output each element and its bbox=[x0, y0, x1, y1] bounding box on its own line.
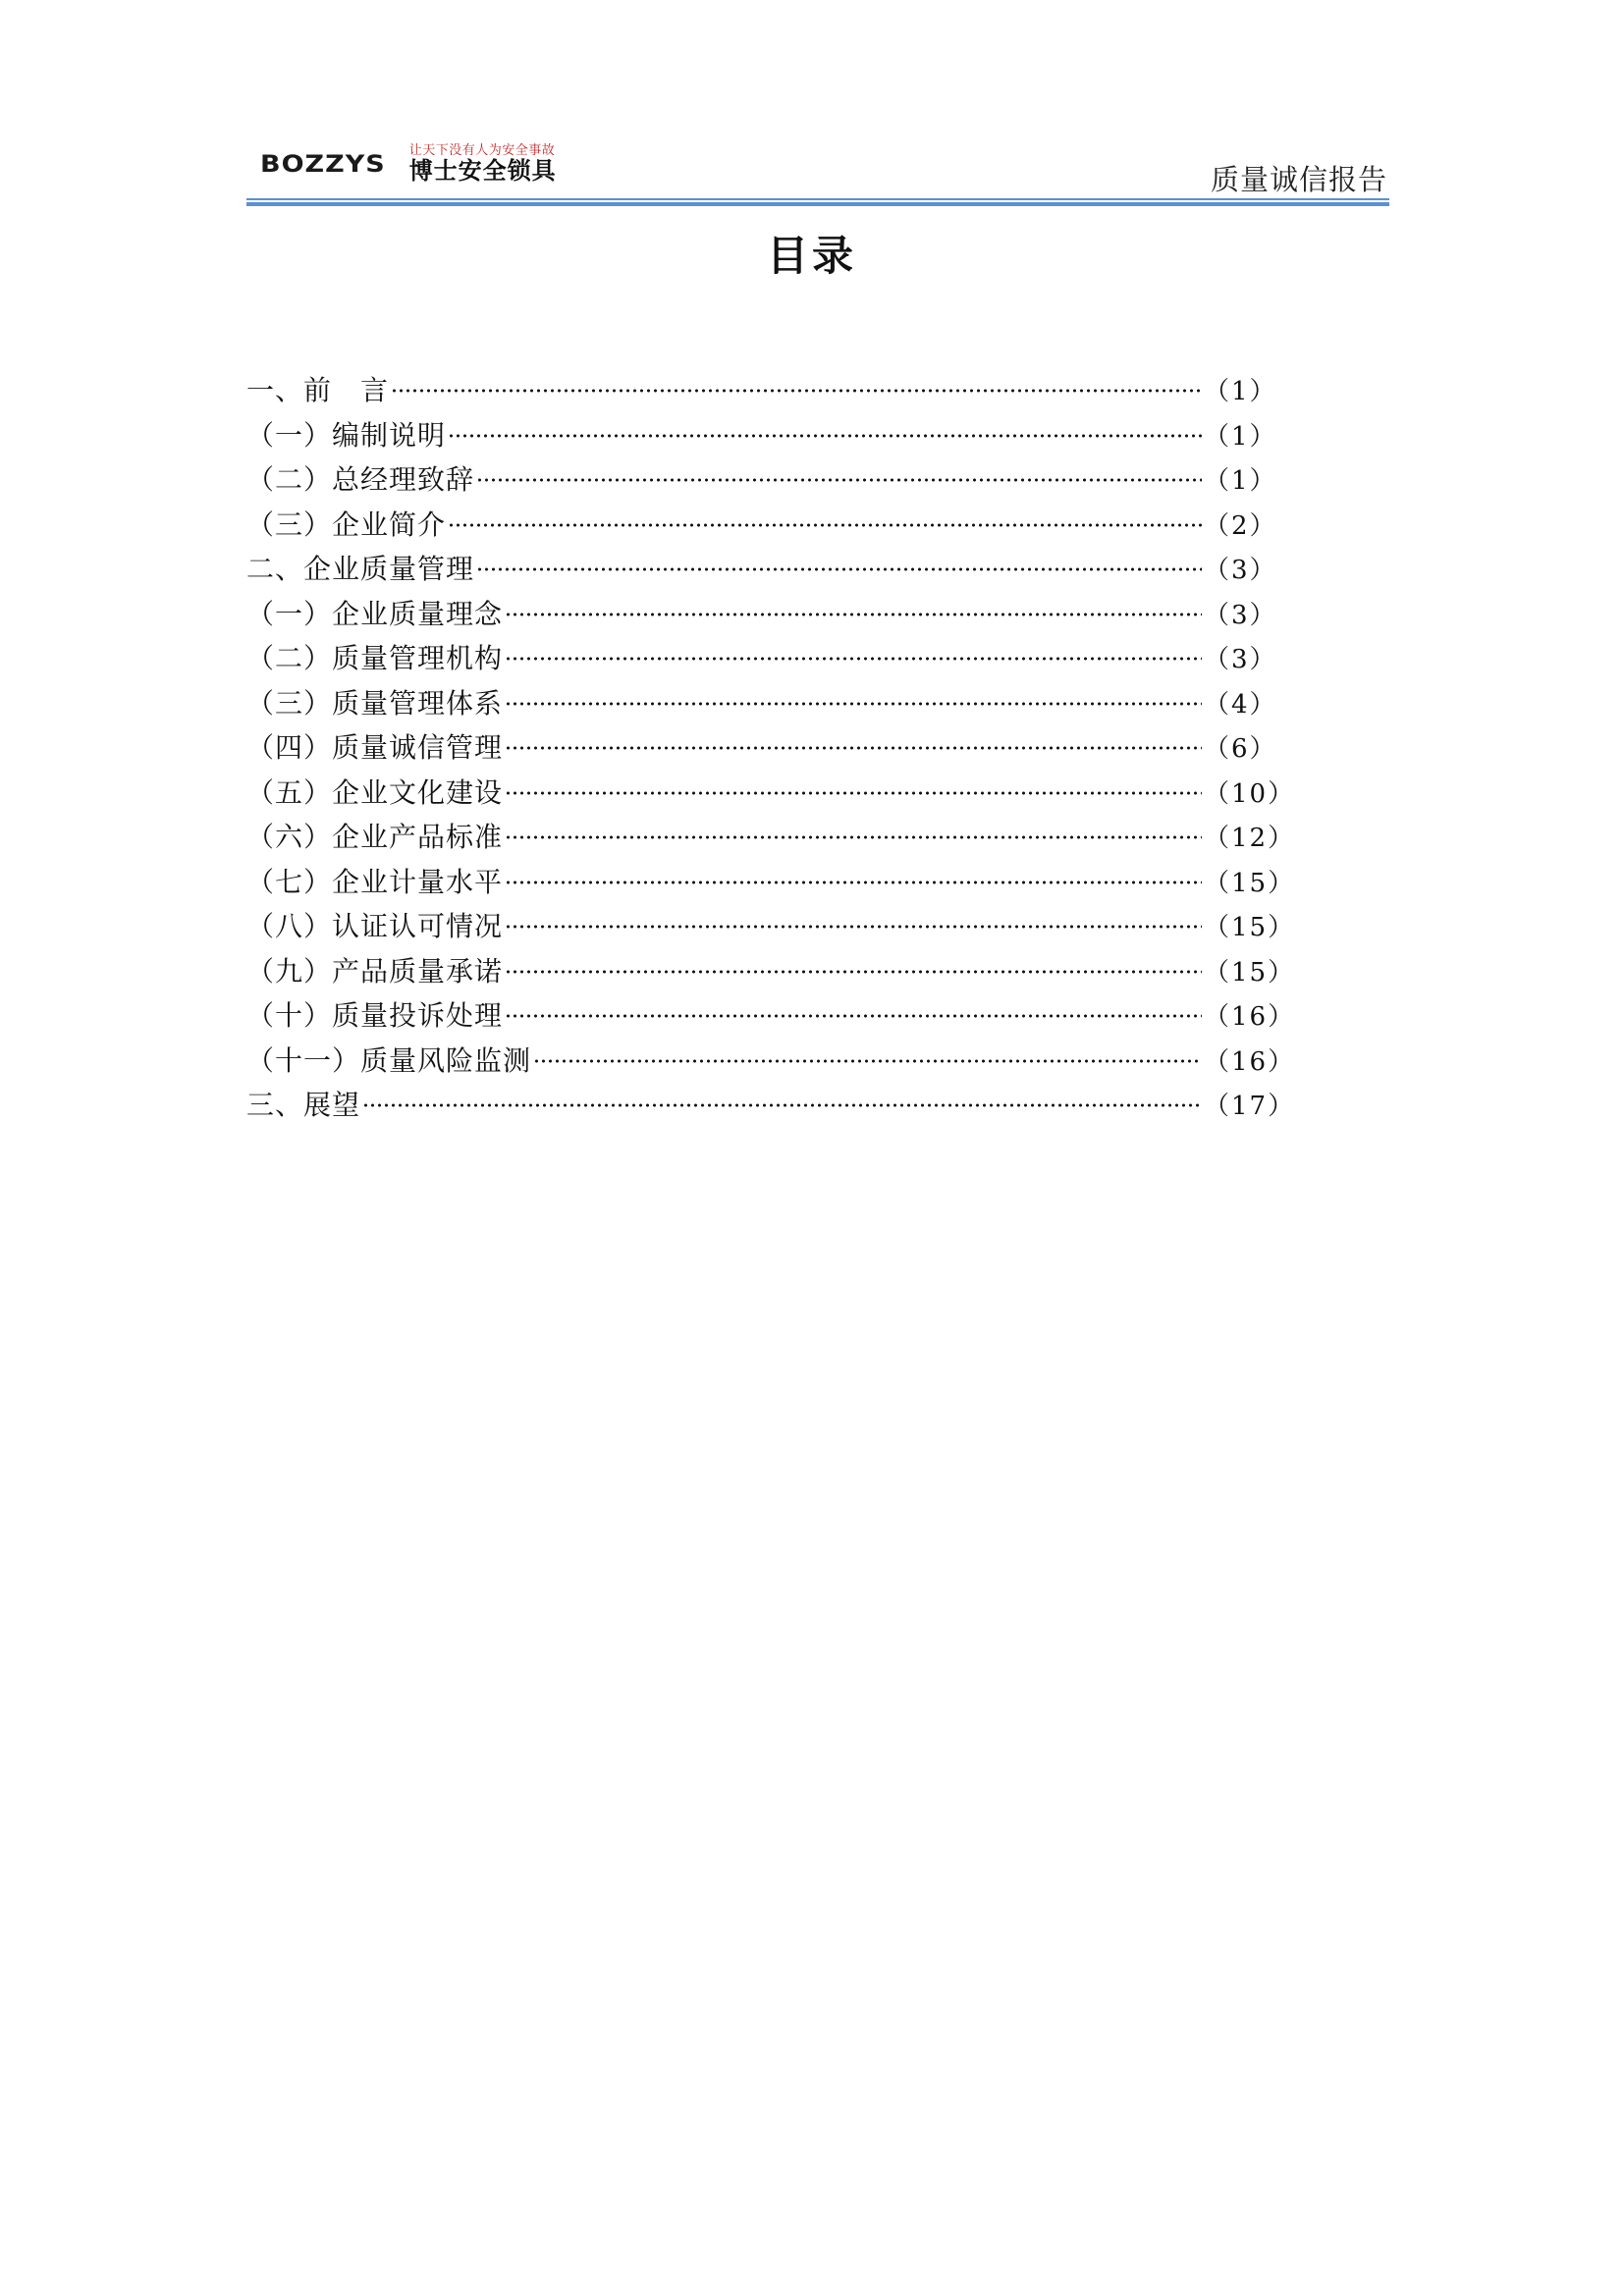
toc-entry-label: （一）企业质量理念 bbox=[246, 597, 504, 630]
toc-entry-label: （十）质量投诉处理 bbox=[246, 999, 504, 1032]
toc-entry-page: （15） bbox=[1204, 913, 1296, 942]
toc-entry-page: （10） bbox=[1204, 778, 1296, 809]
toc-leader-dots bbox=[505, 880, 1202, 885]
toc-leader-dots bbox=[505, 612, 1202, 617]
toc-entry-page: （1） bbox=[1204, 466, 1277, 496]
table-of-contents bbox=[246, 368, 1296, 1128]
toc-entry[interactable] bbox=[246, 413, 1277, 458]
company-logo bbox=[260, 130, 557, 198]
toc-leader-dots bbox=[476, 566, 1202, 572]
toc-entry-page: （16） bbox=[1204, 1046, 1296, 1077]
toc-leader-dots bbox=[533, 1058, 1202, 1064]
toc-entry[interactable] bbox=[246, 904, 1296, 949]
toc-entry-label: （十一）质量风险监测 bbox=[246, 1043, 532, 1077]
toc-entry-page: （15） bbox=[1204, 868, 1296, 898]
toc-leader-dots bbox=[505, 656, 1202, 662]
toc-entry[interactable] bbox=[246, 592, 1277, 637]
toc-entry-page: （6） bbox=[1204, 734, 1277, 764]
toc-entry-page: （4） bbox=[1204, 689, 1277, 720]
toc-entry[interactable] bbox=[246, 368, 1277, 413]
toc-entry-label: 二、企业质量管理 bbox=[246, 553, 475, 585]
toc-leader-dots bbox=[448, 433, 1202, 439]
toc-entry-label: （二）质量管理机构 bbox=[246, 642, 504, 674]
toc-entry-label: （五）企业文化建设 bbox=[246, 775, 504, 809]
toc-entry-label: 一、前 言 bbox=[246, 374, 390, 406]
toc-leader-dots bbox=[448, 522, 1202, 528]
toc-entry-label: （九）产品质量承诺 bbox=[246, 954, 504, 988]
logo-mark: BOZZYS bbox=[260, 150, 386, 178]
page-header bbox=[246, 118, 1389, 206]
toc-leader-dots bbox=[505, 701, 1202, 707]
toc-entry-label: （七）企业计量水平 bbox=[246, 865, 504, 898]
toc-entry-label: （四）质量诚信管理 bbox=[246, 731, 504, 764]
toc-entry-label: （六）企业产品标准 bbox=[246, 821, 504, 853]
toc-entry-label: （三）质量管理体系 bbox=[246, 686, 504, 720]
toc-entry-page: （2） bbox=[1204, 510, 1277, 541]
toc-leader-dots bbox=[362, 1102, 1202, 1108]
toc-entry-page: （3） bbox=[1204, 556, 1277, 585]
logo-slogan: 让天下没有人为安全事故 bbox=[408, 142, 556, 158]
toc-entry-label: （二）总经理致辞 bbox=[246, 463, 475, 496]
toc-entry[interactable] bbox=[246, 1083, 1296, 1128]
toc-entry[interactable] bbox=[246, 993, 1296, 1039]
toc-leader-dots bbox=[476, 477, 1202, 483]
toc-entry-page: （12） bbox=[1204, 824, 1296, 853]
toc-entry-label: （一）编制说明 bbox=[246, 418, 447, 452]
toc-leader-dots bbox=[391, 388, 1202, 394]
toc-entry[interactable] bbox=[246, 771, 1296, 816]
toc-entry-page: （3） bbox=[1204, 600, 1277, 630]
toc-leader-dots bbox=[505, 969, 1202, 975]
toc-leader-dots bbox=[505, 790, 1202, 796]
logo-company-name: 博士安全锁具 bbox=[408, 156, 557, 185]
toc-entry-page: （15） bbox=[1204, 957, 1296, 988]
header-rule-thick bbox=[246, 202, 1389, 206]
toc-entry-page: （1） bbox=[1204, 421, 1277, 452]
toc-entry[interactable] bbox=[246, 457, 1277, 503]
logo-text bbox=[409, 144, 557, 185]
toc-entry[interactable] bbox=[246, 815, 1296, 860]
toc-leader-dots bbox=[505, 1013, 1202, 1019]
header-rule-thin bbox=[246, 198, 1389, 200]
toc-leader-dots bbox=[505, 745, 1202, 751]
toc-entry[interactable] bbox=[246, 725, 1277, 771]
toc-entry[interactable] bbox=[246, 681, 1277, 726]
toc-entry-page: （16） bbox=[1204, 1002, 1296, 1032]
toc-title: 目录 bbox=[766, 232, 857, 280]
toc-leader-dots bbox=[505, 924, 1202, 930]
toc-entry[interactable] bbox=[246, 860, 1296, 905]
toc-entry-label: 三、展望 bbox=[246, 1089, 361, 1121]
report-title: 质量诚信报告 bbox=[1210, 163, 1387, 196]
toc-entry[interactable] bbox=[246, 547, 1277, 592]
toc-entry[interactable] bbox=[246, 636, 1277, 681]
toc-entry[interactable] bbox=[246, 503, 1277, 548]
toc-entry-page: （3） bbox=[1204, 645, 1277, 674]
toc-entry[interactable] bbox=[246, 949, 1296, 994]
toc-entry-label: （三）企业简介 bbox=[246, 507, 447, 541]
toc-entry-label: （八）认证认可情况 bbox=[246, 910, 504, 942]
toc-entry-page: （1） bbox=[1204, 377, 1277, 406]
toc-leader-dots bbox=[505, 834, 1202, 840]
toc-entry[interactable] bbox=[246, 1039, 1296, 1084]
toc-entry-page: （17） bbox=[1204, 1092, 1296, 1121]
